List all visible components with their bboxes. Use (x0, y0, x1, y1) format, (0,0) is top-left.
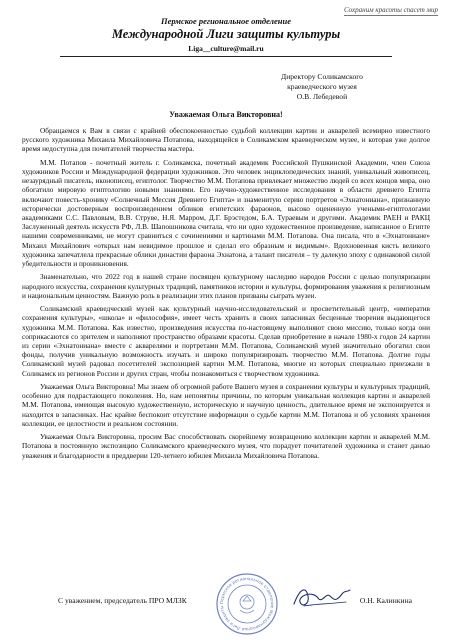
paragraph: Обращаемся к Вам в связи с крайней обеспокоенностью судьбой коллекции картин и акварелей всемирно известного русского художника Михаила Михайловича Потапова, находящейся в Соликамском краеведческом музее, и которая уже долгое время недоступна для почитателей творчества мастера. (22, 126, 430, 154)
organization-stamp-icon (215, 572, 279, 636)
signature-caption: С уважением, председатель ПРО МЛЗК (58, 596, 187, 605)
recipient-line-2: краеведческого музея (287, 82, 357, 91)
recipient-line-1: Директору Соликамского (281, 72, 363, 81)
paragraph: Уважаемая Ольга Викторовна, просим Вас способствовать скорейшему возвращению коллекции картин и акварелей М.М. Потапова в постоянную экспозицию Соликамского краеведческого музея, что порадует почитателей художника и станет данью уважения и благодарности в преддверии 120-летнего юбилея Михаила Михайловича Потапова. (22, 432, 430, 460)
greeting: Уважаемая Ольга Викторовна! (169, 110, 283, 119)
paragraph: Уважаемая Ольга Викторовна! Мы знаем об огромной работе Вашего музея в сохранении культуры и культурных традиций, особенно для подрастающего поколения. Но, нам непонятны причины, по которым уникальная коллекция картин и акварелей М.М. Потапова, имеющая высокую художественную, историческую и научную ценность, длительное время не экспонируется и находится в запасниках. Нас крайне беспокоит отсутствие информации о судьбе картин М.М. Потапова и об условиях хранения коллекции, ее целостности и реальном состоянии. (22, 382, 430, 428)
paragraph: М.М. Потапов - почетный житель г. Соликамска, почетный академик Российской Пушкинской Академии, член Союза художников России и Международной федерации художников. Это человек энциклопедических знаний, уникальный живописец, незаурядный писатель, иконописец, египтолог. Творчество М.М. Потапова привлекает множество людей со всех концов мира, оно обогатило мировую египтологию новыми знаниями. Его научно-художественное исследования в области древнего Египта включают повесть-хронику «Солнечный Мессия Древнего Египта» и знаменитую серию портретов «Эхнатониана», признанную исторически достоверным воспроизведением обликов египетских фараонов, высоко оцененную учеными-египтологами академиками С.С. Павловым, В.В. Струве, Н.Я. Марром, Д.Г. Брэстедом, Б.А. Тураевым и другими. Академик РАЕН и РАКЦ Заслуженный деятель искусств РФ, Л.В. Шапошникова считала, что ни одно художественное произведение, написанное о Египте нашими современниками, не могут сравниться с сочинениями и картинами М.М. Потапова. Она писала, что в «Эхнатониане» Михаил Михайлович «открыл нам невидимое прошлое и сделал его образным и видимым». Вдохновенная кисть великого художника запечатлела прекрасные облики династии фараона Эхнатона, а талант писателя – ту далекую эпоху с одинаковой силой убедительности и проникновения. (22, 157, 430, 269)
organization-subtitle: Пермское региональное отделение (160, 16, 292, 26)
paragraph: Соликамский краеведческий музей как культурный научно-исследовательский и просветительный центр, «императив сохранения культуры», «школа» и «философия», имеет честь хранить в своих запасниках бесценные творения выдающегося художника М.М. Потапова. Как известно, произведения искусства по-настоящему выполняют свою миссию, только когда они соприкасаются со зрителем и наполняют пространство образами красоты. Сделав приобретение в начале 1980-х годов 24 картин из серии «Эхнатониана» вместе с акварелями и портретами М.М. Потапова, Соликамский музей значительно обогатил свои фонды, получив уникальную возможность изучать и широко популяризировать творчество М.М. Потапова. Долгие годы Соликамский музей радовал посетителей экспозицией картин М.М. Потапова, многие из которых специально приезжали в Соликамск из регионов России и других стран, чтобы познакомиться с творчеством художника. (22, 304, 430, 378)
stamp-ring-text: Пермское региональное отделение Международной Лиги защиты (218, 575, 276, 633)
recipient-block (232, 72, 412, 102)
handwritten-signature-icon (290, 582, 352, 612)
signatory-name: О.Н. Калинкина (359, 596, 412, 605)
letter-body (22, 126, 430, 464)
header-divider (60, 56, 392, 57)
paragraph: Знаменательно, что 2022 год в нашей стране посвящен культурному наследию народов России с целью популяризации народного искусства, сохранения культурных традиций, памятников истории и культуры, формирования уважения к религиозным и национальным ценностям. Важную роль в реализации этих планов призваны сыграть музеи. (22, 272, 430, 300)
organization-title: Международной Лиги защиты культуры (111, 27, 341, 41)
recipient-line-3: О.В. Лебедевой (296, 92, 348, 101)
organization-email: Liga__culture@mail.ru (188, 44, 264, 53)
motto: Сохраним красоты спасет мир (343, 6, 438, 14)
